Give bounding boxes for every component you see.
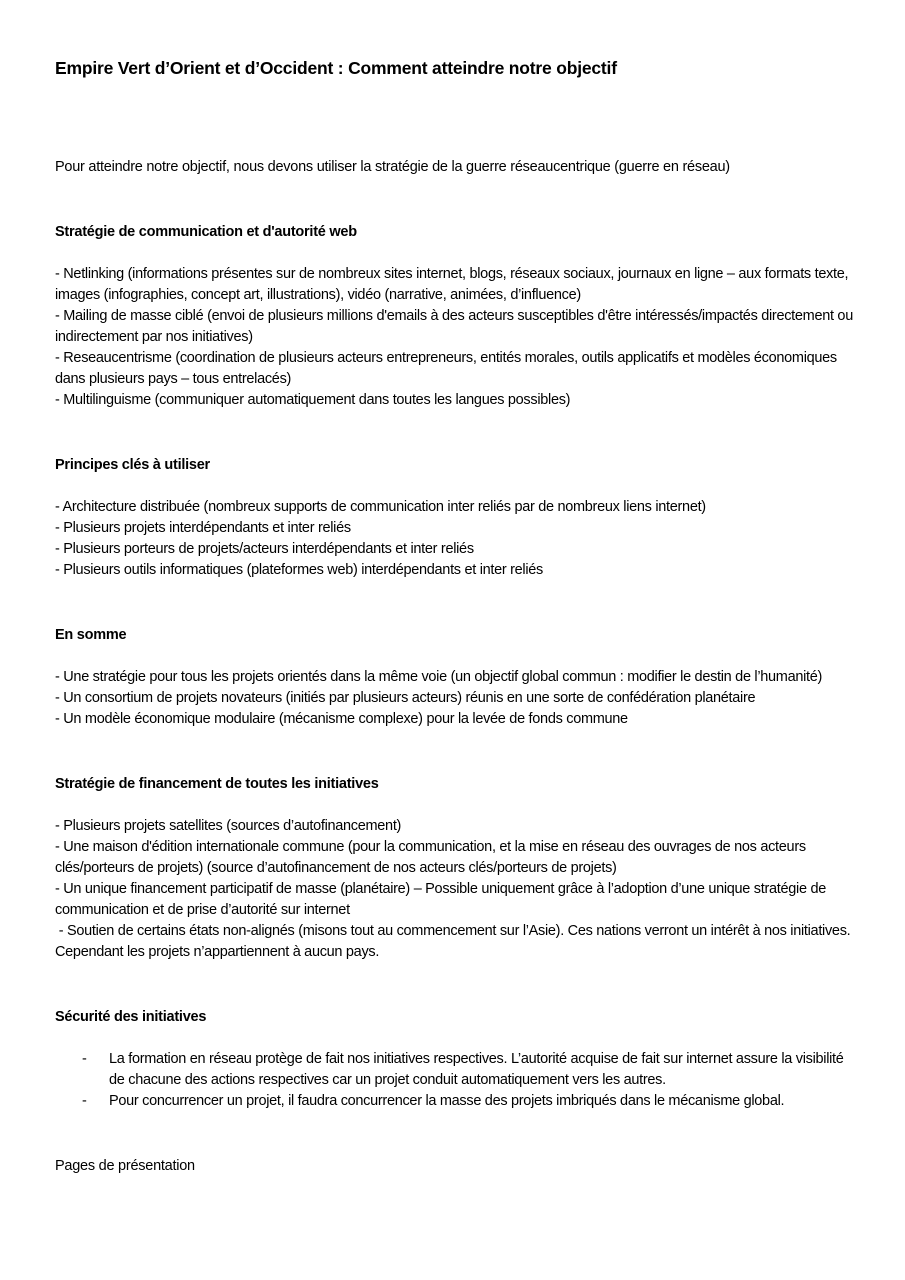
section-summary: [55, 625, 855, 730]
security-bullet-list: [55, 1049, 855, 1112]
list-item: - Soutien de certains états non-alignés (misons tout au commencement sur l’Asie). Ces nations verront un intérêt à nos initiatives. Cependant les projets n’appartiennent à aucun pays.: [55, 923, 855, 960]
list-item: - Un unique financement participatif de masse (planétaire) – Possible uniquement grâce à l’adoption d’une unique stratégie de communication et de prise d’autorité sur internet: [55, 881, 826, 918]
bullet-text: La formation en réseau protège de fait nos initiatives respectives. L’autorité acquise de fait sur internet assure la visibilité de chacune des actions respectives car un projet conduit automatiquement vers les autres.: [109, 1051, 844, 1088]
section-heading: Sécurité des initiatives: [55, 1009, 207, 1025]
section-financing: [55, 774, 855, 963]
bullet-dash: -: [82, 1051, 87, 1067]
document-title: Empire Vert d’Orient et d’Occident : Comment atteindre notre objectif: [55, 58, 617, 78]
intro-paragraph: Pour atteindre notre objectif, nous devons utiliser la stratégie de la guerre réseaucentrique (guerre en réseau): [55, 159, 730, 175]
list-item: - Une maison d'édition internationale commune (pour la communication, et la mise en réseau des ouvrages de nos acteurs clés/porteurs de projets) (source d’autofinancement de nos acteurs clés/porteurs de projets): [55, 839, 806, 876]
section-body: [55, 264, 855, 411]
list-item: - Plusieurs projets satellites (sources d’autofinancement): [55, 818, 402, 834]
section-heading: En somme: [55, 627, 127, 643]
section-body: [55, 667, 855, 730]
bullet-dash: -: [82, 1093, 87, 1109]
list-item: - Plusieurs projets interdépendants et inter reliés: [55, 520, 351, 536]
bullet-text: Pour concurrencer un projet, il faudra concurrencer la masse des projets imbriqués dans le mécanisme global.: [109, 1093, 785, 1109]
section-body: [55, 816, 855, 963]
list-item: - Plusieurs porteurs de projets/acteurs interdépendants et inter reliés: [55, 541, 474, 557]
list-item: - Un modèle économique modulaire (mécanisme complexe) pour la levée de fonds commune: [55, 711, 628, 727]
section-heading: Principes clés à utiliser: [55, 457, 210, 473]
list-item: - Netlinking (informations présentes sur de nombreux sites internet, blogs, réseaux sociaux, journaux en ligne – aux formats texte, images (infographies, concept art, illustrations), vidéo (narrative, animées, d’influence): [55, 266, 849, 303]
list-item: - Multilinguisme (communiquer automatiquement dans toutes les langues possibles): [55, 392, 571, 408]
list-item: - Plusieurs outils informatiques (plateformes web) interdépendants et inter reliés: [55, 562, 543, 578]
section-body: [55, 497, 855, 581]
list-item: - Mailing de masse ciblé (envoi de plusieurs millions d'emails à des acteurs susceptibles d'être intéressés/impactés directement ou indirectement par nos initiatives): [55, 308, 853, 345]
bullet-item: [55, 1049, 855, 1091]
footer-note: Pages de présentation: [55, 1158, 195, 1174]
section-security: [55, 1007, 855, 1112]
list-item: - Architecture distribuée (nombreux supports de communication inter reliés par de nombreux liens internet): [55, 499, 706, 515]
bullet-item: [55, 1091, 855, 1112]
list-item: - Un consortium de projets novateurs (initiés par plusieurs acteurs) réunis en une sorte de confédération planétaire: [55, 690, 756, 706]
section-principles: [55, 455, 855, 581]
list-item: - Reseaucentrisme (coordination de plusieurs acteurs entrepreneurs, entités morales, outils applicatifs et modèles économiques dans plusieurs pays – tous entrelacés): [55, 350, 837, 387]
section-communication: [55, 222, 855, 411]
section-heading: Stratégie de communication et d'autorité web: [55, 224, 357, 240]
section-heading: Stratégie de financement de toutes les initiatives: [55, 776, 379, 792]
document-page: [55, 56, 855, 1177]
list-item: - Une stratégie pour tous les projets orientés dans la même voie (un objectif global commun : modifier le destin de l’humanité): [55, 669, 823, 685]
